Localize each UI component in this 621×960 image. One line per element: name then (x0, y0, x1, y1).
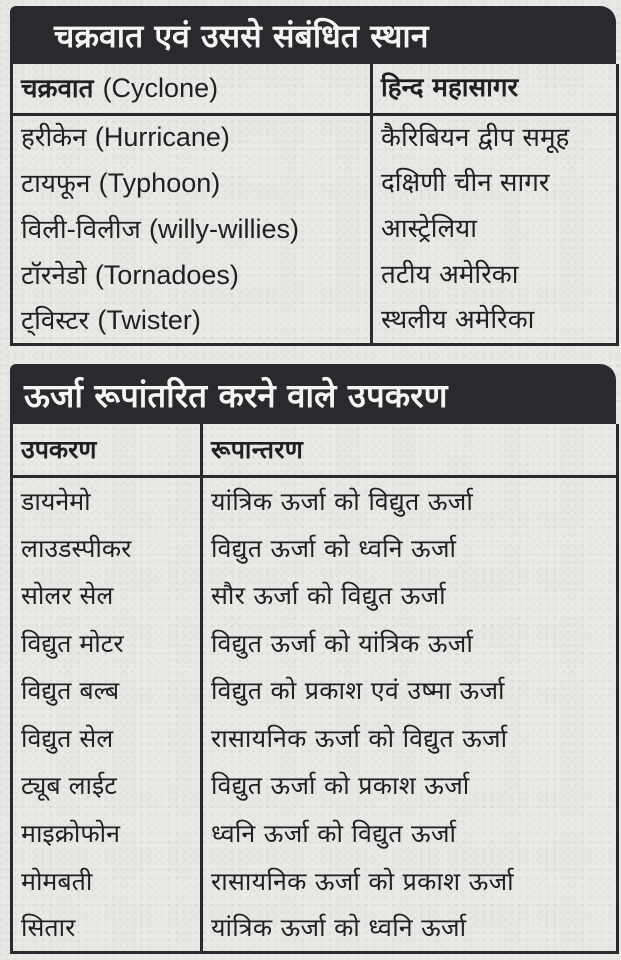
device-cell: सोलर सेल (12, 572, 202, 620)
cyclone-name-cell (12, 298, 372, 344)
table-row (12, 667, 618, 715)
devices-section-title (10, 364, 616, 424)
conversion-cell: रासायनिक ऊर्जा को प्रकाश ऊर्जा (211, 866, 514, 896)
conversion-cell: यांत्रिक ऊर्जा को विद्युत ऊर्जा (211, 486, 474, 516)
table-row (12, 572, 618, 620)
table-row (12, 715, 618, 763)
table-row (12, 160, 618, 206)
device-cell: विद्युत मोटर (12, 619, 202, 667)
cyclone-header-hindi: चक्रवात (21, 73, 94, 104)
table-row (12, 762, 618, 810)
cyclones-table (10, 64, 619, 346)
table-row (12, 905, 618, 953)
cyclone-name-english: (Hurricane) (94, 122, 230, 153)
cyclone-name-english: (Tornadoes) (94, 259, 239, 290)
cyclone-column-header (12, 64, 372, 114)
conversion-cell: रासायनिक ऊर्जा को विद्युत ऊर्जा (211, 723, 508, 753)
devices-title-text: ऊर्जा रूपांतरित करने वाले उपकरण (24, 375, 448, 415)
cyclone-name-hindi: ट्विस्टर (21, 305, 90, 336)
cyclone-place-cell: दक्षिणी चीन सागर (381, 168, 550, 198)
cyclone-name-cell (12, 206, 372, 252)
table-row (12, 619, 618, 667)
cyclone-place-cell: कैरिबियन द्वीप समूह (381, 122, 570, 153)
cyclone-name-cell (12, 160, 372, 206)
device-cell: माइक्रोफोन (12, 810, 202, 858)
table-row (12, 477, 618, 525)
place-column-header: हिन्द महासागर (372, 64, 618, 114)
conversion-cell: विद्युत को प्रकाश एवं उष्मा ऊर्जा (211, 676, 505, 706)
conversion-cell: विद्युत ऊर्जा को प्रकाश ऊर्जा (211, 771, 470, 801)
cyclone-name-hindi: टायफून (21, 168, 91, 199)
device-cell: सितार (12, 905, 202, 953)
conversion-column-header: रूपान्तरण (202, 424, 618, 477)
table-row (12, 206, 618, 252)
cyclone-name-cell (12, 252, 372, 298)
conversion-cell: ध्वनि ऊर्जा को विद्युत ऊर्जा (211, 818, 457, 848)
table-row (12, 114, 618, 160)
device-cell: डायनेमो (12, 477, 202, 525)
cyclone-header-english: (Cyclone) (102, 72, 219, 103)
cyclones-table-header (12, 64, 618, 114)
table-row (12, 524, 618, 572)
cyclone-name-english: (Twister) (97, 304, 201, 335)
device-cell: विद्युत सेल (12, 715, 202, 763)
cyclone-name-hindi: विली-विलीज (21, 214, 141, 245)
cyclone-name-english: (Typhoon) (98, 167, 221, 198)
table-row (12, 857, 618, 905)
table-row (12, 810, 618, 858)
conversion-cell: विद्युत ऊर्जा को ध्वनि ऊर्जा (211, 533, 457, 563)
energy-devices-table (10, 424, 619, 954)
device-cell: ट्यूब लाईट (12, 762, 202, 810)
cyclone-place-cell: तटीय अमेरिका (381, 260, 519, 290)
cyclone-place-cell: स्थलीय अमेरिका (381, 305, 535, 336)
conversion-cell: विद्युत ऊर्जा को यांत्रिक ऊर्जा (211, 628, 474, 658)
conversion-cell: यांत्रिक ऊर्जा को ध्वनि ऊर्जा (211, 913, 467, 943)
cyclone-name-hindi: हरीकेन (21, 123, 87, 154)
devices-table-header (12, 424, 618, 477)
cyclones-title-text: चक्रवात एवं उससे संबंधित स्थान (54, 16, 429, 55)
cyclone-name-cell (12, 114, 372, 160)
cyclone-place-cell: आस्ट्रेलिया (381, 214, 477, 244)
cyclone-name-hindi: टॉरनेडो (21, 260, 87, 291)
table-row (12, 298, 618, 344)
table-row (12, 252, 618, 298)
device-cell: लाउडस्पीकर (12, 524, 202, 572)
cyclones-section-title (10, 6, 616, 64)
device-column-header: उपकरण (12, 424, 202, 477)
device-cell: विद्युत बल्ब (12, 667, 202, 715)
cyclone-name-english: (willy-willies) (149, 213, 300, 244)
device-cell: मोमबती (12, 857, 202, 905)
conversion-cell: सौर ऊर्जा को विद्युत ऊर्जा (211, 581, 446, 611)
